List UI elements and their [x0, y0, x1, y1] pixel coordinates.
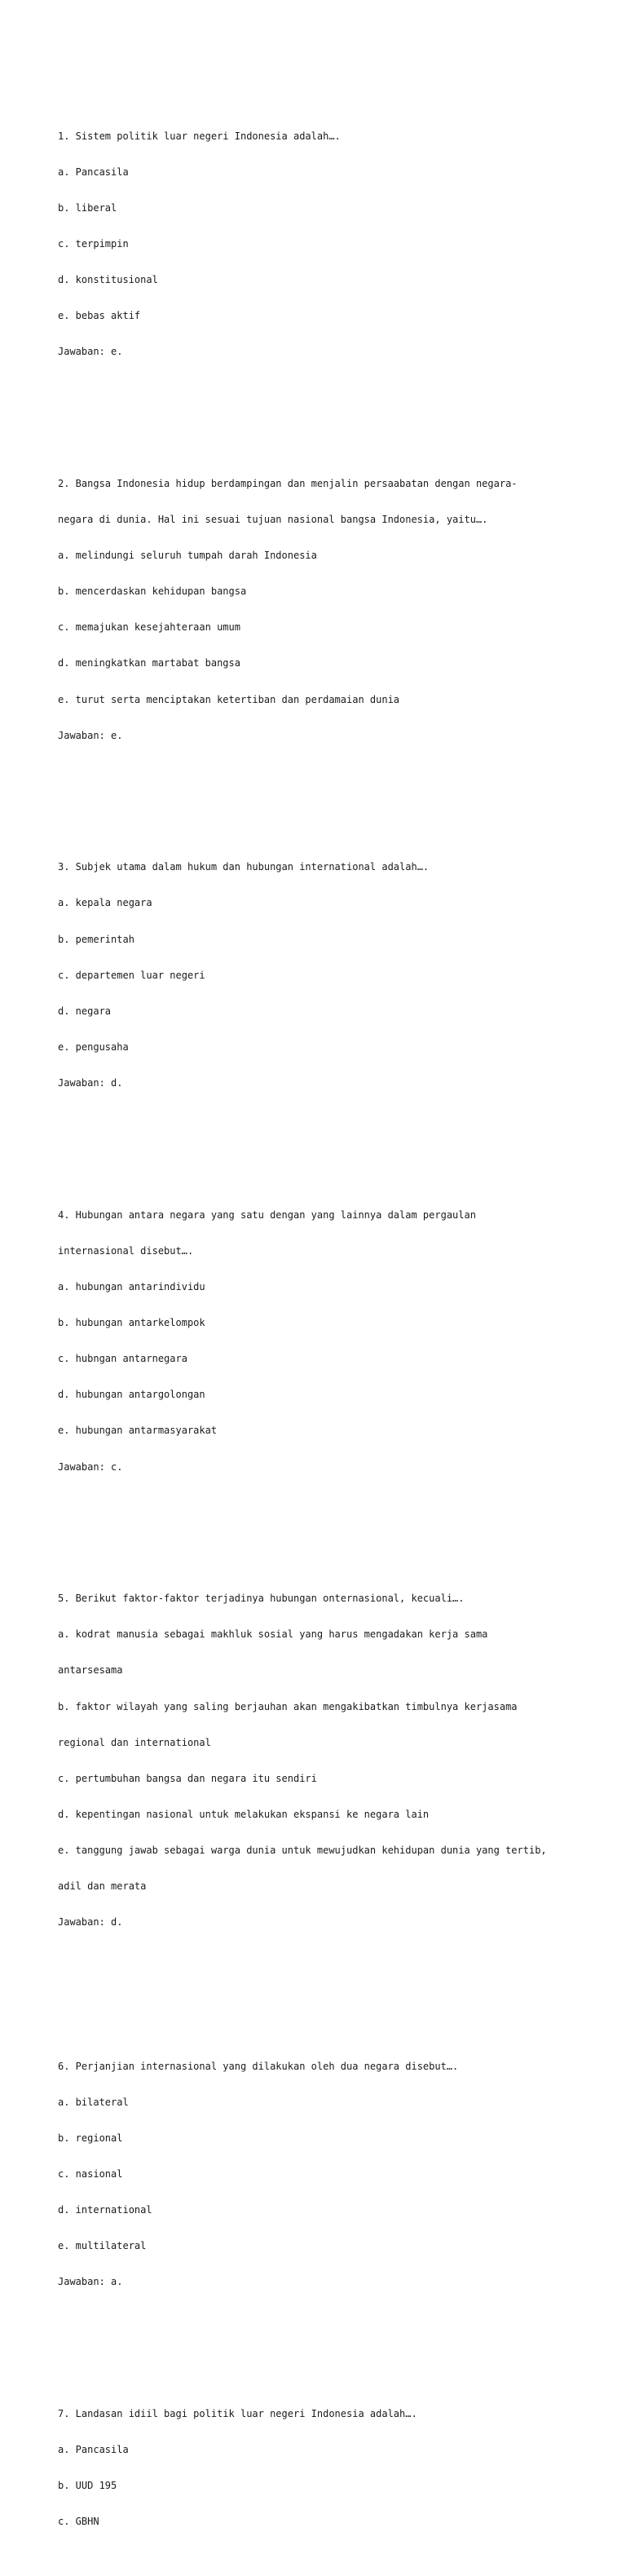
option-b-continued: regional dan international: [58, 1736, 211, 1748]
option-b: b. faktor wilayah yang saling berjauhan akan mengakibatkan timbulnya kerjasama: [58, 1700, 518, 1712]
option-b: b. hubungan antarkelompok: [58, 1317, 205, 1329]
option-c: c. nasional: [58, 2167, 123, 2180]
question-3: [58, 837, 612, 1113]
option-e-continued: adil dan merata: [58, 1880, 147, 1893]
option-c: c. departemen luar negeri: [58, 969, 205, 981]
spacer: [58, 1521, 612, 1533]
option-b: b. liberal: [58, 201, 117, 214]
option-d: d. negara: [58, 1005, 112, 1017]
option-e: e. hubungan antarmasyarakat: [58, 1425, 218, 1437]
option-d: d. hubungan antargolongan: [58, 1389, 205, 1401]
option-a: a. melindungi seluruh tumpah darah Indonesia: [58, 550, 317, 562]
answer: Jawaban: c.: [58, 1460, 123, 1473]
option-c: c. pertumbuhan bangsa dan negara itu sendiri: [58, 1772, 317, 1784]
answer: Jawaban: d.: [58, 1077, 123, 1089]
option-c: c. GBHN: [58, 2516, 99, 2528]
question-1: [58, 106, 612, 382]
answer: Jawaban: e.: [58, 346, 123, 358]
option-d: d. konstitusional: [58, 273, 158, 285]
option-d: d. meningkatkan martabat bangsa: [58, 657, 240, 669]
option-b: b. UUD 195: [58, 2480, 117, 2492]
spacer: [58, 2336, 612, 2348]
option-a: a. Pancasila: [58, 166, 129, 178]
question-4: [58, 1185, 612, 1496]
option-d: d. international: [58, 2204, 152, 2216]
option-e: e. tanggung jawab sebagai warga dunia untuk mewujudkan kehidupan dunia yang tertib,: [58, 1845, 547, 1856]
option-b: b. mencerdaskan kehidupan bangsa: [58, 585, 247, 598]
option-e: e. bebas aktif: [58, 310, 141, 322]
option-d: d. kepentingan nasional untuk melakukan ekspansi ke negara lain: [58, 1808, 430, 1820]
option-a: a. kepala negara: [58, 897, 152, 909]
answer: Jawaban: d.: [58, 1916, 123, 1929]
question-text: 2. Bangsa Indonesia hidup berdampingan dan menjalin persaabatan dengan negara-: [58, 477, 518, 489]
option-a: a. Pancasila: [58, 2444, 129, 2456]
option-e: e. pengusaha: [58, 1041, 129, 1053]
document-page: [58, 70, 612, 2576]
option-c: c. hubngan antarnegara: [58, 1353, 187, 1365]
question-6: [58, 2036, 612, 2312]
spacer: [58, 789, 612, 802]
question-text: 6. Perjanjian internasional yang dilakukan oleh dua negara disebut….: [58, 2060, 459, 2072]
question-text: 4. Hubungan antara negara yang satu dengan yang lainnya dalam pergaulan: [58, 1208, 476, 1221]
option-a: a. hubungan antarindividu: [58, 1280, 205, 1292]
spacer: [58, 406, 612, 418]
spacer: [58, 1977, 612, 2000]
question-text-continued: negara di dunia. Hal ini sesuai tujuan nasional bangsa Indonesia, yaitu….: [58, 514, 488, 525]
option-e: e. turut serta menciptakan ketertiban dan perdamaian dunia: [58, 693, 400, 705]
question-text: 3. Subjek utama dalam hukum dan hubungan international adalah….: [58, 861, 430, 873]
answer: Jawaban: a.: [58, 2276, 123, 2288]
question-2: [58, 453, 612, 765]
option-b: b. pemerintah: [58, 933, 134, 945]
question-text: 5. Berikut faktor-faktor terjadinya hubungan onternasional, kecuali….: [58, 1593, 465, 1605]
option-c: c. memajukan kesejahteraan umum: [58, 621, 240, 634]
question-7: [58, 2384, 612, 2552]
question-text: 7. Landasan idiil bagi politik luar negeri Indonesia adalah….: [58, 2408, 417, 2420]
question-text: 1. Sistem politik luar negeri Indonesia adalah….: [58, 130, 341, 142]
question-5: [58, 1569, 612, 1953]
answer: Jawaban: e.: [58, 729, 123, 741]
option-c: c. terpimpin: [58, 237, 129, 250]
option-a: a. kodrat manusia sebagai makhluk sosial yang harus mengadakan kerja sama: [58, 1628, 488, 1641]
option-e: e. multilateral: [58, 2240, 147, 2252]
spacer: [58, 1138, 612, 1150]
option-a: a. bilateral: [58, 2096, 129, 2108]
option-b: b. regional: [58, 2132, 123, 2144]
question-text-continued: internasional disebut….: [58, 1244, 194, 1257]
option-a-continued: antarsesama: [58, 1664, 123, 1677]
